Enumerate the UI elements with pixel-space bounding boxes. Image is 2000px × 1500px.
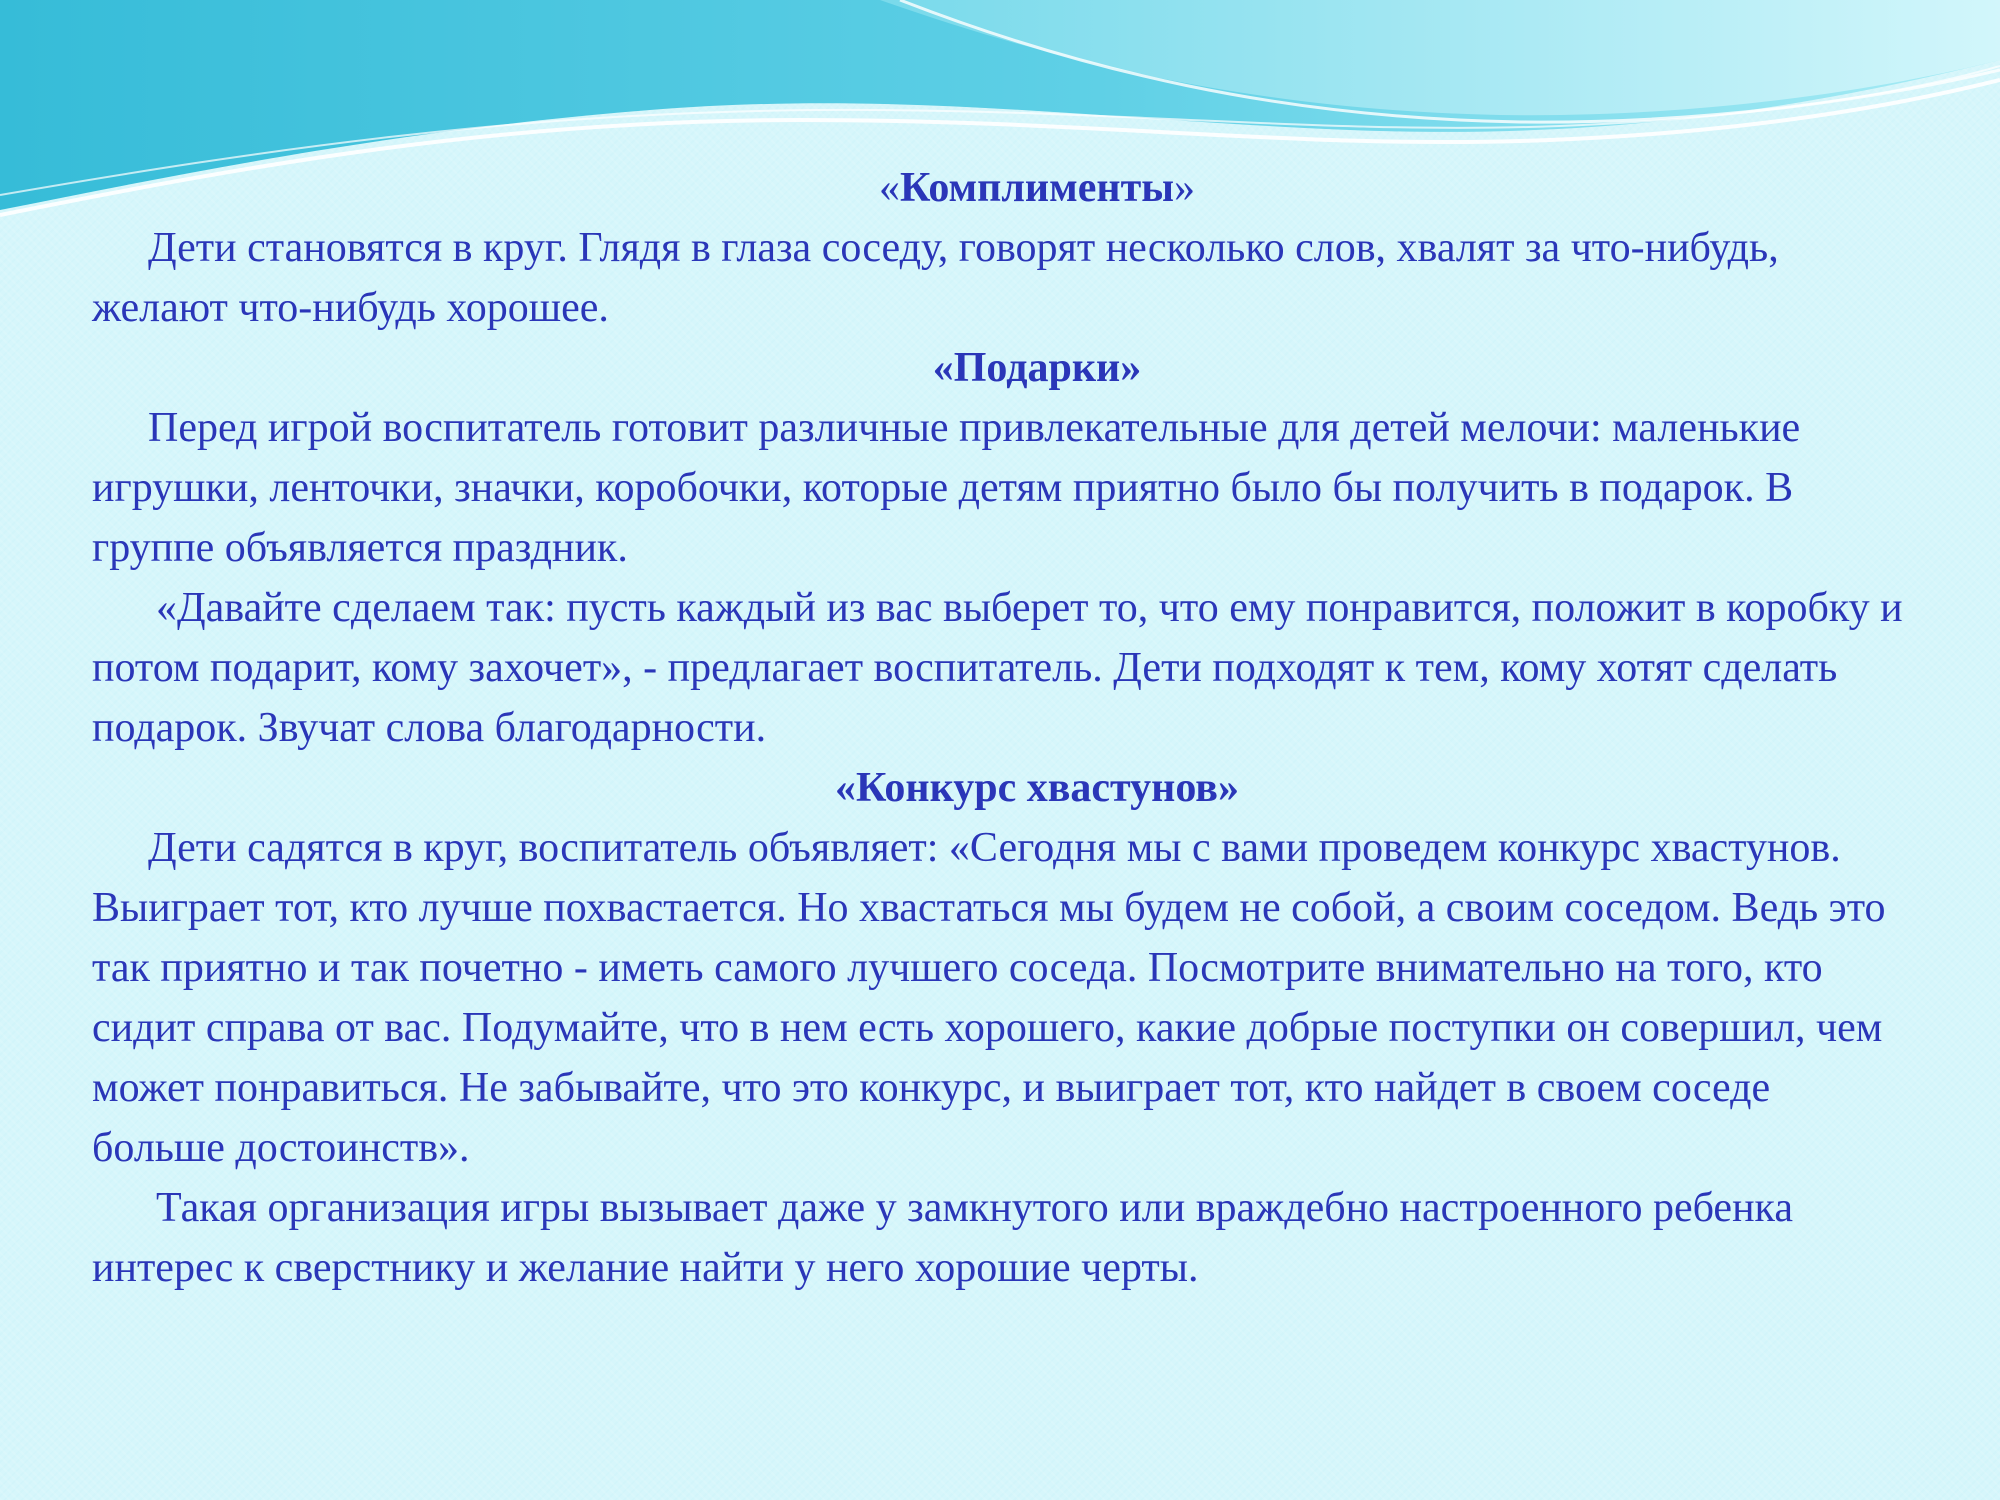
paragraph-braggers-2: Такая организация игры вызывает даже у замкнутого или враждебно настроенного ребенка интерес к сверстнику и желание найти у него хорошие черты. <box>92 1185 1793 1291</box>
paragraph-braggers-1: Дети садятся в круг, воспитатель объявляет: «Сегодня мы с вами проведем конкурс хвастунов. Выиграет тот, кто лучше похвастается. Но хвастаться мы будем не собой, а своим соседом. Ведь это так приятно и так почетно - иметь самого лучшего соседа. Посмотрите внимательно на того, кто сидит справа от вас. Подумайте, что в нем есть хорошего, какие добрые поступки он совершил, чем может понравиться. Не забывайте, что это конкурс, и выиграет тот, кто найдет в своем соседе больше достоинств». <box>92 825 1886 1171</box>
heading-gifts: «Подарки» <box>932 345 1142 391</box>
paragraph-compliments: Дети становятся в круг. Глядя в глаза соседу, говорят несколько слов, хвалят за что-нибудь, желают что-нибудь хорошее. <box>92 225 1779 331</box>
heading-compliments: «Комплименты» <box>878 165 1195 211</box>
heading-braggers-contest: «Конкурс хвастунов» <box>835 765 1239 811</box>
paragraph-gifts-2: «Давайте сделаем так: пусть каждый из вас выберет то, что ему понравится, положит в коробку и потом подарит, кому захочет», - предлагает воспитатель. Дети подходят к тем, кому хотят сделать подарок. Звучат слова благодарности. <box>92 585 1903 751</box>
slide-text-content <box>92 158 1912 1298</box>
paragraph-gifts-1: Перед игрой воспитатель готовит различные привлекательные для детей мелочи: маленькие игрушки, ленточки, значки, коробочки, которые детям приятно было бы получить в подарок. В группе объявляется праздник. <box>92 405 1801 571</box>
